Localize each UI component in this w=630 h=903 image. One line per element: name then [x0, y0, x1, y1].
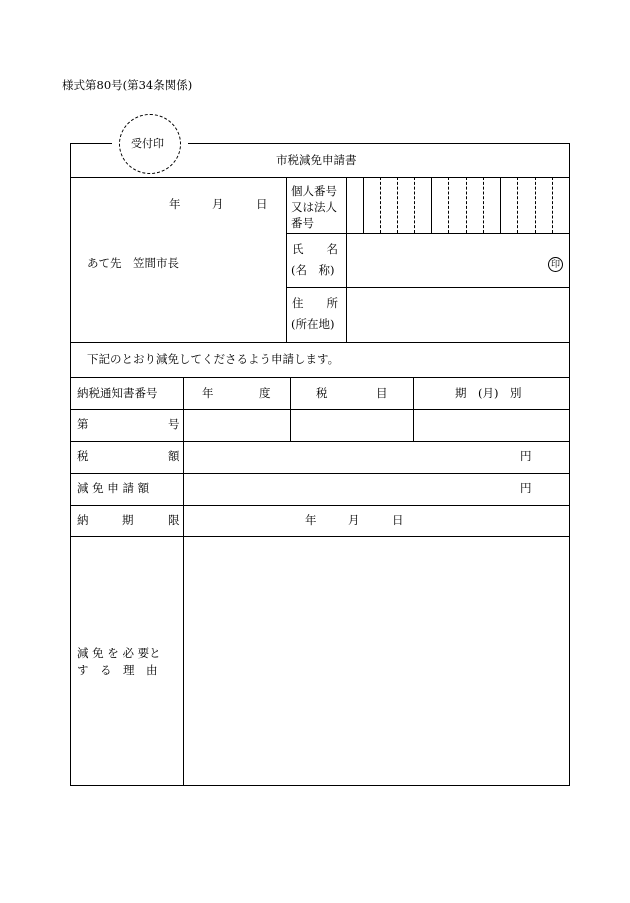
tax-amount-yen: 円: [520, 449, 532, 463]
notice-number-label: 納税通知書番号: [77, 386, 158, 400]
rule: [70, 536, 570, 537]
form-number: 様式第80号(第34条関係): [62, 78, 193, 92]
seal-mark-icon: 印: [548, 257, 563, 272]
reduction-amount-yen: 円: [520, 481, 532, 495]
form-frame: [70, 143, 570, 786]
id-box-divider: [500, 177, 501, 233]
deadline-year-char: 年: [305, 513, 317, 527]
rule: [286, 177, 287, 342]
deadline-label-b: 期: [122, 513, 134, 527]
fiscal-year-label-b: 度: [259, 386, 271, 400]
id-digit-separator: [517, 177, 518, 233]
date-day-char: 日: [256, 197, 268, 211]
receipt-stamp-label: 受付印: [131, 137, 164, 150]
rule: [70, 441, 570, 442]
reduction-amount-label: 減 免 申 請 額: [77, 481, 150, 495]
deadline-day-char: 日: [392, 513, 404, 527]
id-digit-separator: [535, 177, 536, 233]
rule: [183, 377, 184, 786]
application-statement: 下記のとおり減免してくださるよう申請します。: [87, 352, 340, 366]
id-digit-separator: [552, 177, 553, 233]
rule: [70, 342, 570, 343]
tax-item-label-b: 目: [376, 386, 388, 400]
deadline-label-c: 限: [168, 513, 180, 527]
id-digit-separator: [414, 177, 415, 233]
rule: [70, 505, 570, 506]
rule: [290, 377, 291, 441]
rule: [346, 177, 347, 342]
rule: [286, 233, 570, 234]
tax-item-label-a: 税: [316, 386, 328, 400]
number-label-a: 第: [77, 417, 89, 431]
rule: [70, 473, 570, 474]
id-digit-separator: [483, 177, 484, 233]
tax-amount-label-b: 額: [168, 449, 180, 463]
term-label: 期 (月) 別: [455, 386, 522, 400]
date-year-char: 年: [169, 197, 181, 211]
rule: [286, 287, 570, 288]
name-label: 氏 名: [292, 242, 338, 256]
rule: [413, 377, 414, 441]
address-label: 住 所: [292, 296, 338, 310]
rule: [70, 177, 570, 178]
id-box-divider: [431, 177, 432, 233]
reason-label-line2: す る 理 由: [77, 663, 158, 677]
number-label-b: 号: [168, 417, 180, 431]
fiscal-year-label-a: 年: [202, 386, 214, 400]
id-number-label-line3: 番号: [291, 216, 314, 230]
rule: [70, 377, 570, 378]
address-label-alt: (所在地): [291, 317, 335, 331]
name-label-alt: (名 称): [291, 263, 335, 277]
date-month-char: 月: [212, 197, 224, 211]
id-number-label-line2: 又は法人: [291, 200, 337, 214]
form-title: 市税減免申請書: [276, 153, 357, 167]
tax-amount-label-a: 税: [77, 449, 89, 463]
rule: [70, 409, 570, 410]
deadline-month-char: 月: [348, 513, 360, 527]
reason-label-line1: 減 免 を 必 要と: [77, 646, 161, 660]
id-digit-separator: [397, 177, 398, 233]
id-box-divider: [363, 177, 364, 233]
id-digit-separator: [448, 177, 449, 233]
addressee: あて先 笠間市長: [87, 256, 179, 270]
id-digit-separator: [380, 177, 381, 233]
id-digit-separator: [466, 177, 467, 233]
deadline-label-a: 納: [77, 513, 89, 527]
id-number-label-line1: 個人番号: [291, 184, 337, 198]
